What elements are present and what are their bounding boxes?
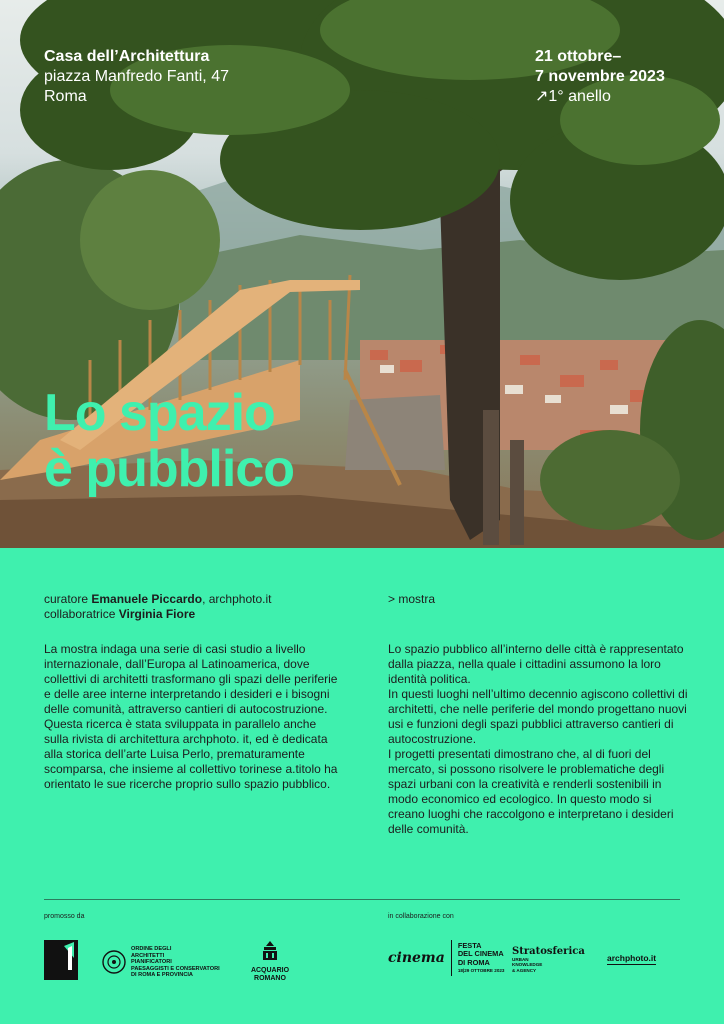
curator-suffix: , archphoto.it xyxy=(202,592,272,606)
ordine-line: ARCHITETTI xyxy=(131,952,165,959)
ordine-line: DI ROMA E PROVINCIA xyxy=(131,972,193,979)
venue-name: Casa dell’Architettura xyxy=(44,48,210,65)
intro-left-text: La mostra indaga una serie di casi studio a livello internazionale, dall’Europa al Latinoamerica, dove collettivi di architetti trasformano gli spazi delle periferie e delle aree interne interpretando i desideri e i bisogni delle comunità, attraverso cantieri di autocostruzione. Questa ricerca è stata sviluppata in parallelo anche sulla rivista di architettura archphoto. it, ed è dedicata alla storica dell’arte Luisa Perlo, prematuramente scomparsa, che insieme al collettivo torinese a.titolo ha orientato le sue ricerche proprio sullo spazio pubblico. xyxy=(44,642,338,791)
festa-dates: 18|29 OTTOBRE 2023 xyxy=(457,968,505,974)
acquario-line: ROMANO xyxy=(254,975,286,982)
ordine-line: PAESAGGISTI E CONSERVATORI xyxy=(131,965,220,972)
collaboration-label: in collaborazione con xyxy=(388,913,454,920)
festa-text xyxy=(458,942,505,974)
collab-name: Virginia Fiore xyxy=(118,607,196,621)
curator-line xyxy=(44,592,344,607)
strato-subtitle xyxy=(512,957,585,973)
acquario-romano-logo xyxy=(248,940,292,983)
acquario-building-icon xyxy=(260,940,280,962)
exhibition-title xyxy=(44,385,294,497)
venue-city: Roma xyxy=(44,88,87,105)
ordine-line: PIANIFICATORI xyxy=(131,959,172,966)
ordine-text xyxy=(131,946,220,979)
cinema-script: cinema xyxy=(388,950,445,966)
strato-name: Stratosferica xyxy=(512,946,585,957)
date-start: 21 ottobre– xyxy=(535,48,622,65)
stratosferica-logo xyxy=(512,946,585,973)
footer-divider xyxy=(44,899,680,900)
section-tag: > mostra xyxy=(388,592,436,606)
festa-line: FESTA xyxy=(457,940,482,950)
acquario-line: ACQUARIO xyxy=(250,967,290,974)
venue-address: piazza Manfredo Fanti, 47 xyxy=(44,68,229,85)
intro-paragraph: Lo spazio pubblico all’interno delle città è rappresentato dalla piazza, nella quale i cittadini assumono la loro identità politica. xyxy=(388,642,684,686)
curator-name: Emanuele Piccardo xyxy=(91,592,203,606)
title-line-1: Lo spazio xyxy=(44,384,275,442)
collab-role: collaboratrice xyxy=(44,607,116,621)
intro-paragraph: In questi luoghi nell’ultimo decennio agiscono collettivi di architetti, che nelle periferie del mondo progettano nuovi usi e funzioni degli spazi pubblici attraverso cantieri di autocostruzione. xyxy=(388,687,688,746)
ordine-line: ORDINE DEGLI xyxy=(131,946,172,952)
curator-role: curatore xyxy=(44,592,89,606)
title-line-2: è pubblico xyxy=(44,440,294,498)
promoted-by-label: promosso da xyxy=(44,913,85,920)
dates-block xyxy=(535,47,665,107)
festa-line: DI ROMA xyxy=(457,957,490,967)
ordine-emblem-icon xyxy=(102,950,126,974)
credits xyxy=(44,592,344,622)
casa-architettura-logo xyxy=(44,940,78,980)
strato-line: & AGENCY xyxy=(512,967,537,973)
festa-cinema-logo xyxy=(388,940,504,976)
venue-block xyxy=(44,47,229,107)
festa-line: DEL CINEMA xyxy=(457,949,504,959)
archphoto-logo: archphoto.it xyxy=(607,953,657,963)
acquario-text xyxy=(248,967,292,983)
casa-mark-icon xyxy=(44,940,78,980)
strato-line: KNOWLEDGE xyxy=(512,962,543,968)
intro-right-text xyxy=(388,642,688,837)
location-note: ↗1° anello xyxy=(535,88,611,105)
strato-line: URBAN xyxy=(512,957,529,962)
collab-line xyxy=(44,607,344,622)
date-end: 7 novembre 2023 xyxy=(535,68,665,85)
cinema-separator xyxy=(451,940,452,976)
ordine-architetti-logo xyxy=(102,946,220,979)
intro-paragraph: I progetti presentati dimostrano che, al di fuori del mercato, si possono risolvere le problematiche degli spazi urbani con la creatività e renderli sostenibili in modo economico ed ecologico. In questo modo si creano luoghi che raccolgono e interpretano i desideri delle comunità. xyxy=(388,747,674,836)
